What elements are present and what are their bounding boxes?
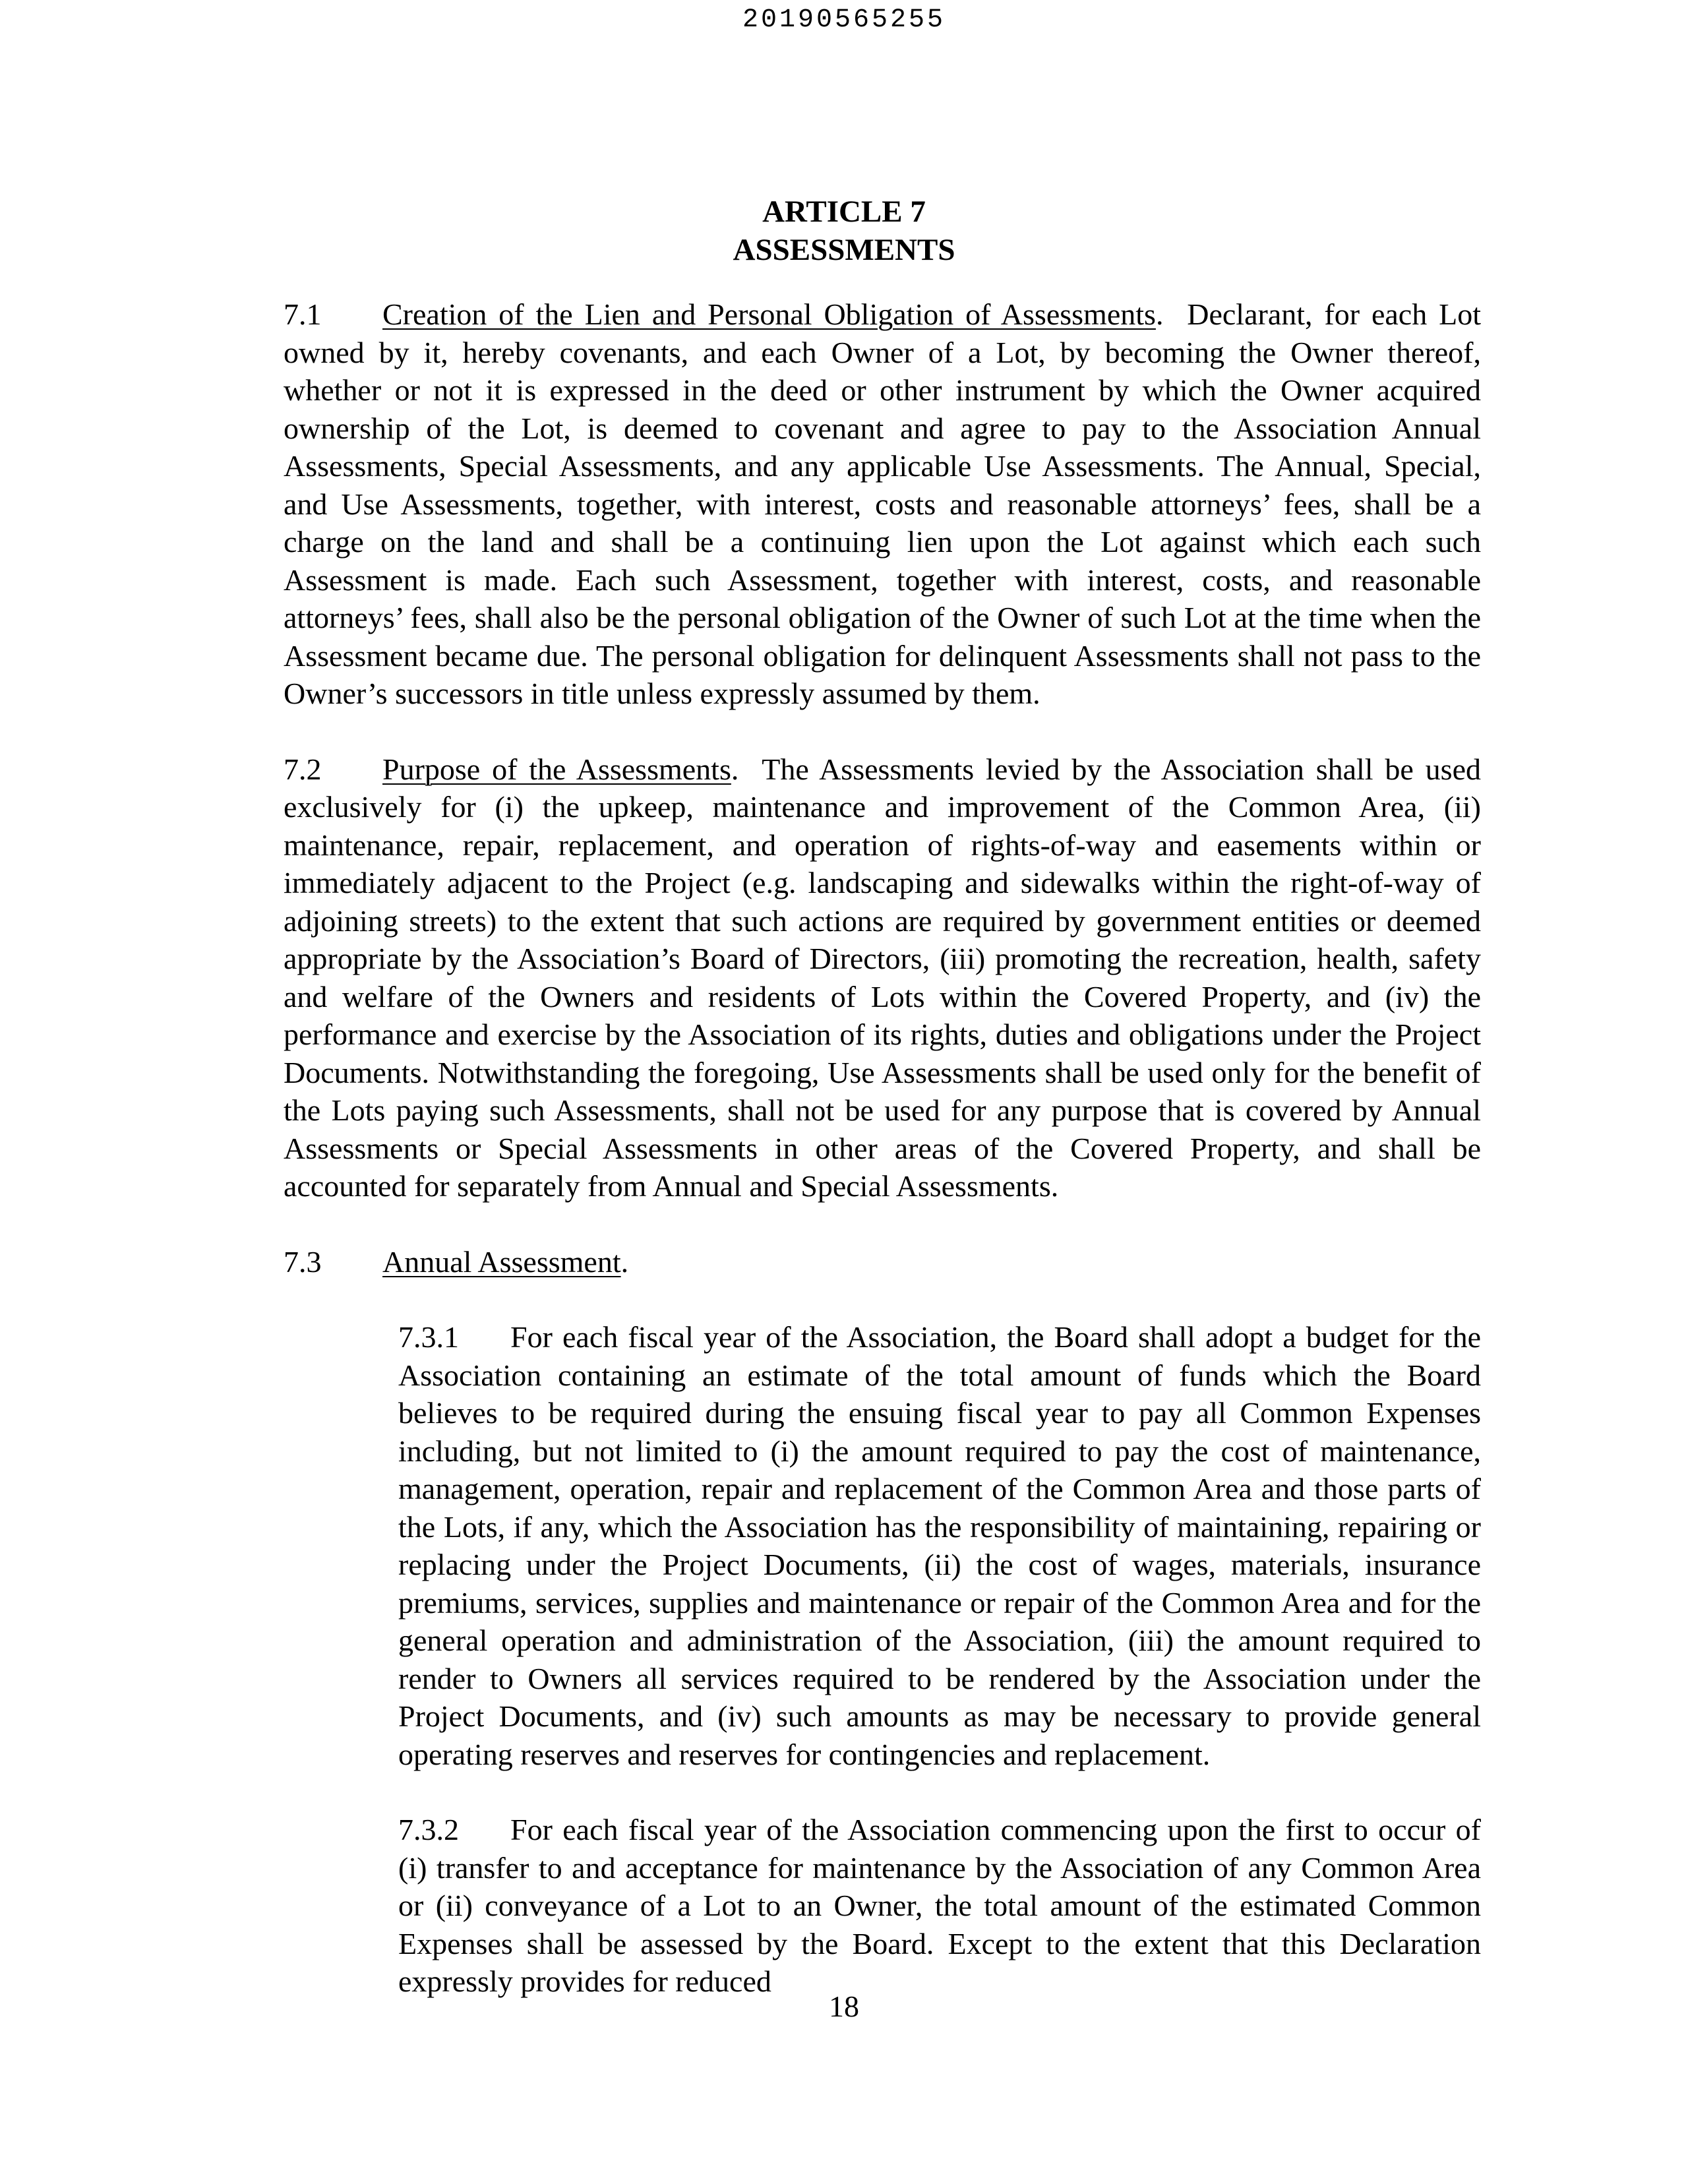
section-7-2 bbox=[194, 750, 1481, 1205]
subsection-number: 7.3.2 bbox=[398, 1813, 459, 1846]
subsection-number: 7.3.1 bbox=[398, 1320, 459, 1354]
section-text: The Assessments levied by the Association shall be used exclusively for (i) the upkeep, maintenance and improvement of the Common Area, (ii) maintenance, repair, replacement, and operation of rights-of-way and easements within or immediately adjacent to the Project (e.g. landscaping and sidewalks within the right-of-way of adjoining streets) to the extent that such actions are required by government entities or deemed appropriate by the Association’s Board of Directors, (iii) promoting the recreation, health, safety and welfare of the Owners and residents of Lots within the Covered Property, and (iv) the performance and exercise by the Association of its rights, duties and obligations under the Project Documents. Notwithstanding the foregoing, Use Assessments shall be used only for the benefit of the Lots paying such Assessments, shall not be used for any purpose that is covered by Annual Assessments or Special Assessments in other areas of the Covered Property, and shall be accounted for separately from Annual and Special Assessments. bbox=[284, 752, 1482, 1203]
section-number: 7.2 bbox=[284, 752, 322, 786]
section-7-3 bbox=[194, 1243, 1481, 1281]
document-body bbox=[194, 295, 1481, 2038]
subsection-text: For each fiscal year of the Association commencing upon the first to occur of (i) transfer to and acceptance for maintenance by the Association of any Common Area or (ii) conveyance of a Lot to an Owner, the total amount of the estimated Common Expenses shall be assessed by the Board. Except to the extent that this Declaration expressly provides for reduced bbox=[398, 1813, 1481, 1998]
page-number: 18 bbox=[829, 1989, 859, 2023]
section-title-period: . bbox=[620, 1244, 629, 1279]
document-number: 20190565255 bbox=[742, 5, 946, 35]
article-heading bbox=[0, 193, 1688, 269]
article-title: ASSESSMENTS bbox=[733, 233, 955, 267]
section-7-3-2 bbox=[194, 1811, 1481, 2001]
section-number: 7.3 bbox=[284, 1244, 322, 1279]
subsection-text: For each fiscal year of the Association, the Board shall adopt a budget for the Association containing an estimate of the total amount of funds which the Board believes to be required during the ensuing fiscal year to pay all Common Expenses including, but not limited to (i) the amount required to pay the cost of maintenance, management, operation, repair and replacement of the Common Area and those parts of the Lots, if any, which the Association has the responsibility of maintaining, repairing or replacing under the Project Documents, (ii) the cost of wages, materials, insurance premiums, services, supplies and maintenance or repair of the Common Area and for the general operation and administration of the Association, (iii) the amount required to render to Owners all services required to be rendered by the Association under the Project Documents, and (iv) such amounts as may be necessary to provide general operating reserves and reserves for contingencies and replacement. bbox=[398, 1320, 1481, 1771]
section-text: Declarant, for each Lot owned by it, hereby covenants, and each Owner of a Lot, by becoming the Owner thereof, whether or not it is expressed in the deed or other instrument by which the Owner acquired ownership of the Lot, is deemed to covenant and agree to pay to the Association Annual Assessments, Special Assessments, and any applicable Use Assessments. The Annual, Special, and Use Assessments, together, with interest, costs and reasonable attorneys’ fees, shall be a charge on the land and shall be a continuing lien upon the Lot against which each such Assessment is made. Each such Assessment, together with interest, costs, and reasonable attorneys’ fees, shall also be the personal obligation of the Owner of such Lot at the time when the Assessment became due. The personal obligation for delinquent Assessments shall not pass to the Owner’s successors in title unless expressly assumed by them. bbox=[284, 297, 1481, 710]
section-7-1 bbox=[194, 295, 1481, 713]
section-title-period: . bbox=[1155, 297, 1164, 331]
section-7-3-1 bbox=[194, 1318, 1481, 1773]
section-number: 7.1 bbox=[284, 297, 322, 331]
section-title-period: . bbox=[731, 752, 739, 786]
section-title: Annual Assessment bbox=[382, 1244, 621, 1279]
article-number: ARTICLE 7 bbox=[762, 195, 926, 229]
section-title: Creation of the Lien and Personal Obligation of Assessments bbox=[382, 297, 1156, 331]
section-title: Purpose of the Assessments bbox=[382, 752, 731, 786]
